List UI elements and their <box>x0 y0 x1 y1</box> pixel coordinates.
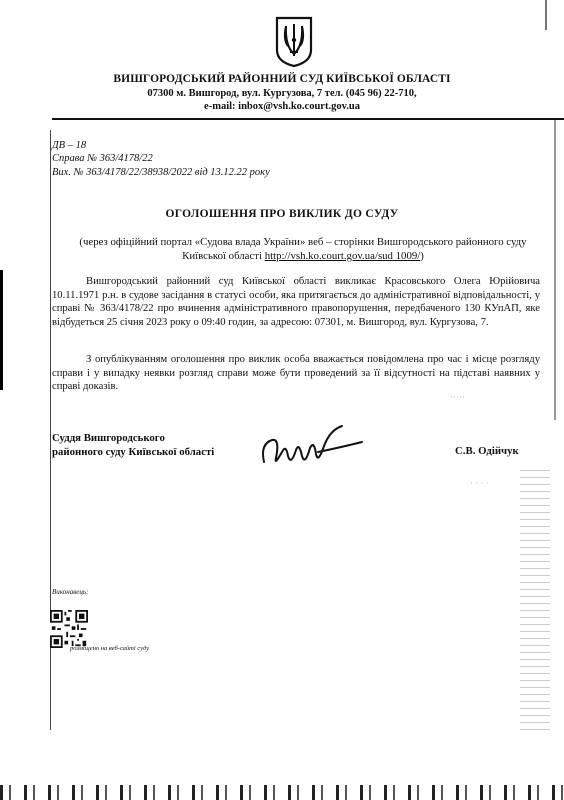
bleed-through-text: ····· <box>450 392 465 402</box>
trident-coat-of-arms-icon <box>274 16 314 68</box>
scan-edge-mark <box>554 120 556 420</box>
portal-prefix: (через офіційний портал «Судова влада України» веб – сторінки Вишгородського районного суду Київської області <box>79 236 527 262</box>
portal-suffix: ) <box>420 250 424 262</box>
scan-bottom-noise <box>0 785 564 800</box>
qr-note: розміщено на веб-сайті суду <box>70 645 150 652</box>
court-email: e-mail: inbox@vsh.ko.court.gov.ua <box>204 101 360 112</box>
judge-name: С.В. Одійчук <box>455 445 519 457</box>
executor-label: Виконавець: <box>52 588 89 596</box>
portal-link[interactable]: http://vsh.ko.court.gov.ua/sud 1009/ <box>264 250 421 262</box>
judge-title <box>52 431 214 459</box>
judge-title-line2: районного суду Київської області <box>52 446 215 458</box>
header-divider <box>52 118 564 120</box>
consequence-paragraph <box>52 353 540 394</box>
judge-title-line1: Суддя Вишгородського <box>52 432 165 444</box>
scan-bleed-through <box>520 470 550 730</box>
summons-paragraph <box>52 275 540 329</box>
qr-code-icon[interactable] <box>50 610 88 648</box>
handwritten-signature <box>258 422 368 472</box>
document-code: ДВ – 18 <box>52 140 87 151</box>
outgoing-number: Вих. № 363/4178/22/38938/2022 від 13.12.22 року <box>52 167 270 178</box>
court-name: ВИШГОРОДСЬКИЙ РАЙОННИЙ СУД КИЇВСЬКОЇ ОБЛАСТІ <box>113 73 451 85</box>
case-number: Справа № 363/4178/22 <box>52 153 153 164</box>
consequence-text: З опублікуванням оголошення про виклик особа вважається повідомлена про час і місце розгляду справи і у випадку неявки розгляд справи може бути проведений за її відсутності на підставі наявних у справі доказів. <box>52 354 540 392</box>
notice-title: ОГОЛОШЕННЯ ПРО ВИКЛИК ДО СУДУ <box>165 208 399 220</box>
bleed-through-text: · · · · <box>470 478 489 488</box>
scan-edge-mark <box>545 0 547 30</box>
court-address: 07300 м. Вишгород, вул. Кургузова, 7 тел. (045 96) 22-710, <box>147 88 417 99</box>
portal-note <box>62 235 544 263</box>
scan-edge-mark <box>0 270 3 390</box>
summons-text: Вишгородський районний суд Київської області викликає Красовського Олега Юрійовича 10.11.1971 р.н. в судове засідання в статусі особи, яка притягається до адміністративної відповідальності, у справі № 363/4178/22 про вчинення адміністративного правопорушення, передбаченого 130 КУпАП, яке відбудеться 25 січня 2023 року о 09:40 годин, за адресою: 07301, м. Вишгород, вул. Кургузова, 7. <box>52 276 540 328</box>
